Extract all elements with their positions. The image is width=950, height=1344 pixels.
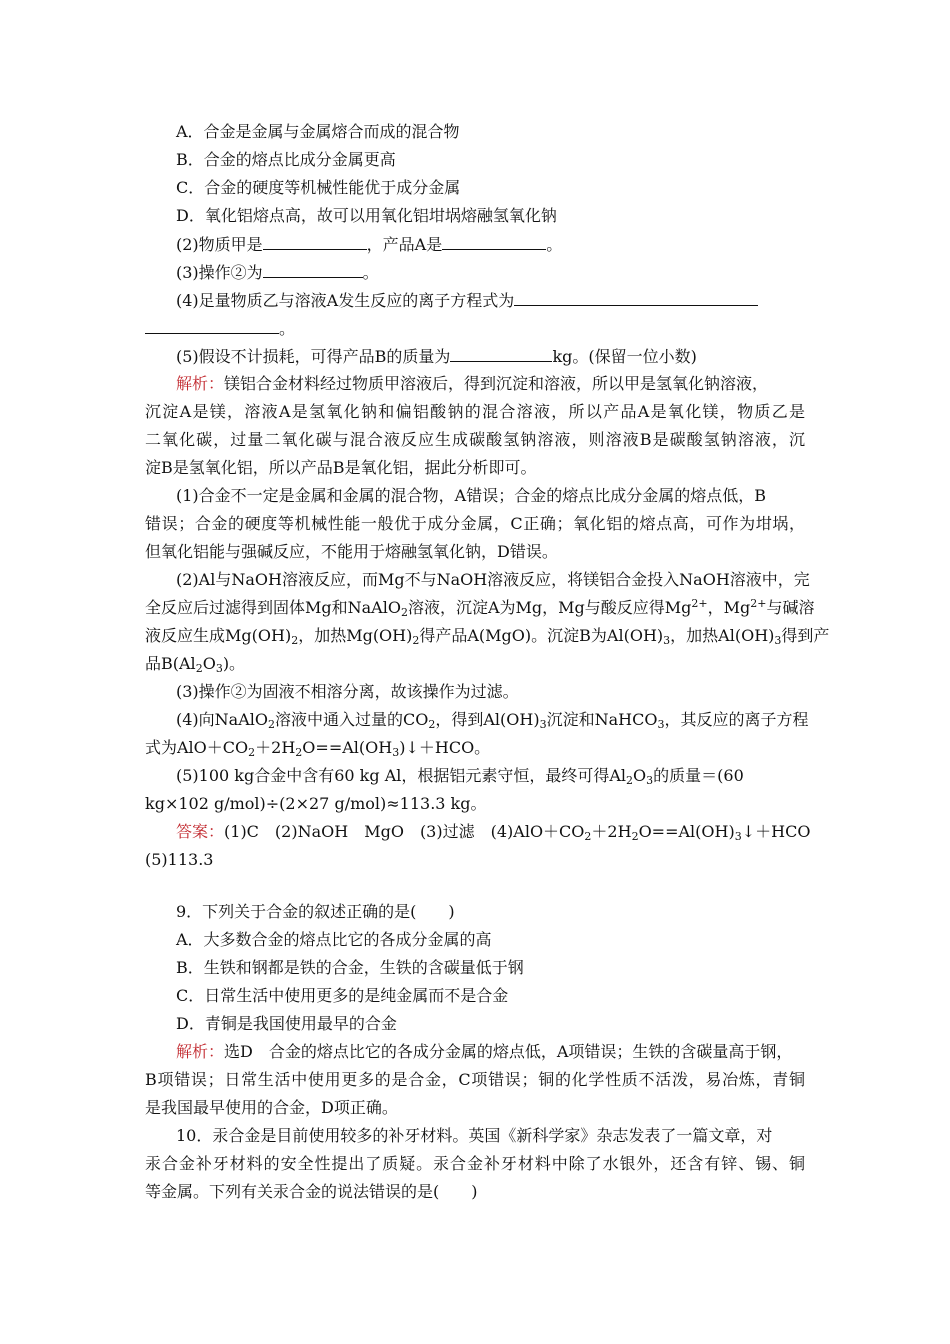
- q8-part5-line-2: kg×102 g/mol)÷(2×27 g/mol)≈113.3 kg。: [145, 794, 487, 813]
- q8-part2-line-4: 品$B(Al_2O_3)$。: [145, 654, 246, 675]
- q8-subquestion-5: (5)假设不计损耗，可得产品B的质量为 kg。(保留一位小数): [176, 347, 697, 366]
- q10-stem-line-2: 汞合金补牙材料的安全性提出了质疑。汞合金补牙材料中除了水银外，还含有锌、锡、铜: [145, 1154, 805, 1173]
- q8-option-b: B．合金的熔点比成分金属更高: [176, 150, 396, 169]
- q9-stem: 9．下列关于合金的叙述正确的是( ): [176, 902, 455, 921]
- q9-analysis-line-1: 解析：选D 合金的熔点比它的各成分金属的熔点低，A项错误；生铁的含碳量高于钢，: [176, 1042, 793, 1061]
- answer-blank: [442, 234, 546, 250]
- answer-blank: [145, 318, 279, 334]
- q8-subquestion-4-cont: 。: [145, 318, 295, 339]
- q8-part3: (3)操作②为固液不相溶分离，故该操作为过滤。: [176, 682, 519, 701]
- q8-part4-line-1: (4)向NaAlO$_2$溶液中通入过量的$CO_2$，得到$Al(OH)_3$沉淀和NaHCO$_3$，其反应的离子方程: [176, 710, 809, 731]
- q8-part1-line-2: 错误；合金的硬度等机械性能一般优于成分金属，C正确；氧化铝的熔点高，可作为坩埚，: [145, 514, 805, 533]
- q8-part1-line-1: (1)合金不一定是金属和金属的混合物，A错误；合金的熔点比成分金属的熔点低，B: [176, 486, 766, 505]
- q9-option-c: C．日常生活中使用更多的是纯金属而不是合金: [176, 986, 509, 1005]
- q8-part5-line-1: (5)100 kg合金中含有60 kg Al，根据铝元素守恒，最终可得$Al_2O_3$的质量＝(60: [176, 766, 744, 787]
- q8-option-a: A．合金是金属与金属熔合而成的混合物: [176, 122, 460, 141]
- analysis-label: 解析：: [176, 374, 225, 393]
- q8-option-c: C．合金的硬度等机械性能优于成分金属: [176, 178, 461, 197]
- q8-option-d: D．氧化铝熔点高，故可以用氧化铝坩埚熔融氢氧化钠: [176, 206, 557, 225]
- q8-analysis-line-3: 二氧化碳，过量二氧化碳与混合液反应生成碳酸氢钠溶液，则溶液B是碳酸氢钠溶液，沉: [145, 430, 805, 449]
- q8-subquestion-3: (3)操作②为 。: [176, 263, 379, 282]
- q8-part2-line-2: 全反应后过滤得到固体Mg和NaAlO$_2$溶液，沉淀A为Mg，Mg与酸反应得$Mg^{2+}$，$Mg^{2+}$与碱溶: [145, 597, 815, 619]
- q8-analysis-line-4: 淀B是氢氧化铝，所以产品B是氧化铝，据此分析即可。: [145, 458, 537, 477]
- q9-option-a: A．大多数合金的熔点比它的各成分金属的高: [176, 930, 492, 949]
- answer-blank: [450, 346, 552, 362]
- answer-blank: [263, 262, 363, 278]
- q8-part2-line-3: 液反应生成$Mg(OH)_2$，加热$Mg(OH)_2$得产品A(MgO)。沉淀B为$Al(OH)_3$，加热$Al(OH)_3$得到产: [145, 626, 830, 647]
- q8-analysis-line-1: 解析：镁铝合金材料经过物质甲溶液后，得到沉淀和溶液，所以甲是氢氧化钠溶液，: [176, 374, 769, 393]
- answer-blank: [263, 234, 367, 250]
- q8-part4-line-2: 式为$AlO+CO_2+2H_2O==Al(OH_3)↓+HCO$。: [145, 738, 491, 759]
- q10-stem-line-3: 等金属。下列有关汞合金的说法错误的是( ): [145, 1182, 478, 1201]
- q9-analysis-line-2: B项错误；日常生活中使用更多的是合金，C项错误；铜的化学性质不活泼，易冶炼，青铜: [145, 1070, 805, 1089]
- q9-option-d: D．青铜是我国使用最早的合金: [176, 1014, 397, 1033]
- q8-subquestion-2: (2)物质甲是 ，产品A是 。: [176, 235, 563, 254]
- q8-analysis-line-2: 沉淀A是镁，溶液A是氢氧化钠和偏铝酸钠的混合溶液，所以产品A是氧化镁，物质乙是: [145, 402, 805, 421]
- q8-part2-line-1: (2)Al与NaOH溶液反应，而Mg不与NaOH溶液反应，将镁铝合金投入NaOH溶液中，完: [176, 570, 810, 589]
- answer-label: 答案：: [176, 822, 225, 841]
- q8-answer-line-1: 答案：(1)C (2)NaOH MgO (3)过滤 $(4)AlO+CO_2+2H_2O==Al(OH)_3↓+HCO$: [176, 822, 811, 843]
- q8-answer-line-2: (5)113.3: [145, 850, 214, 869]
- analysis-label: 解析：: [176, 1042, 225, 1061]
- q9-option-b: B．生铁和钢都是铁的合金，生铁的含碳量低于钢: [176, 958, 524, 977]
- q8-subquestion-4: (4)足量物质乙与溶液A发生反应的离子方程式为: [176, 290, 758, 311]
- q10-stem-line-1: 10．汞合金是目前使用较多的补牙材料。英国《新科学家》杂志发表了一篇文章，对: [176, 1126, 773, 1145]
- q9-analysis-line-3: 是我国最早使用的合金，D项正确。: [145, 1098, 398, 1117]
- answer-blank: [514, 290, 758, 306]
- q8-part1-line-3: 但氧化铝能与强碱反应，不能用于熔融氢氧化钠，D错误。: [145, 542, 558, 561]
